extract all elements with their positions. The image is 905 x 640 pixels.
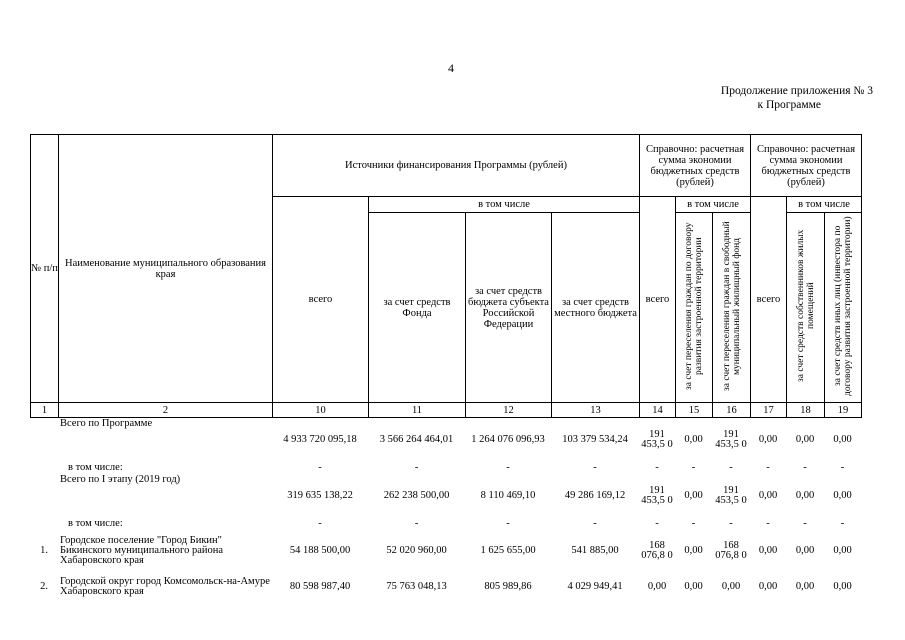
cell-c18: 0,00 [795,490,815,501]
cell-c16: 191 453,5 0 [715,429,747,450]
colnum-17: 17 [751,403,787,418]
cell-c12: 805 989,86 [484,581,532,592]
cell-c14: 168 076,8 0 [641,540,673,561]
cell-c14: 191 453,5 0 [641,429,673,450]
colnum-16: 16 [713,403,751,418]
cell-c17: 0,00 [758,545,778,556]
cell-num [30,517,58,531]
cell-c16: 191 453,5 0 [715,485,747,506]
header-subject-budget: за счет средств бюджета субъекта Российской Федерации [466,213,552,403]
header-reference-2: Справочно: расчетная сумма экономии бюджетных средств (рублей) [751,135,862,197]
header-total-14: всего [640,197,676,403]
cell-c12: 8 110 469,10 [480,490,536,501]
header-table [30,134,862,418]
cell-c11: 262 238 500,00 [383,490,450,501]
cell-num [30,461,58,475]
cell-c15: 0,00 [684,490,703,501]
cell-c12: 1 264 076 096,93 [471,434,545,445]
header-col16: за счет переселения граждан в свободный муниципальный жилищный фонд [721,221,742,391]
cell-c14: 191 453,5 0 [641,485,673,506]
table-row [30,531,861,571]
cell-c18: - [803,518,807,529]
header-col19: за счет средств иных лиц (инвестора по договору развития застроенной территории) [833,216,853,396]
cell-c18: 0,00 [795,581,815,592]
cell-c11: 52 020 960,00 [386,545,447,556]
header-total-17: всего [751,197,787,403]
cell-c16: 0,00 [721,581,741,592]
cell-c13: 49 286 169,12 [564,490,626,501]
cell-c19: 0,00 [833,581,852,592]
cell-c10: 54 188 500,00 [289,545,351,556]
cell-name: Всего по I этапу (2019 год) [60,474,181,485]
cell-name: в том числе: [68,518,123,529]
cell-c18: 0,00 [795,434,815,445]
cell-num [30,475,58,517]
table-row [30,571,861,603]
cell-c12: - [506,518,510,529]
header-fund: за счет средств Фонда [369,213,466,403]
data-rows [30,419,861,603]
continuation-line2: к Программе [757,99,821,111]
cell-c14: - [655,462,659,473]
cell-c16: 168 076,8 0 [715,540,747,561]
table-row [30,517,861,531]
cell-c19: 0,00 [833,490,852,501]
table-row [30,419,861,461]
cell-c14: - [655,518,659,529]
colnum-10: 10 [273,403,369,418]
table-row [30,475,861,517]
cell-c10: 80 598 987,40 [289,581,351,592]
cell-c11: - [414,518,419,529]
cell-name: в том числе: [68,462,123,473]
header-name: Наименование муниципального образования края [59,135,273,403]
cell-name: Городское поселение "Город Бикин" Бикинского муниципального района Хабаровского края [60,535,224,566]
cell-c17: 0,00 [758,490,778,501]
cell-c12: 1 625 655,00 [480,545,536,556]
cell-num: 2. [40,581,48,592]
cell-c18: 0,00 [795,545,815,556]
header-total: всего [273,197,369,403]
cell-c15: 0,00 [684,581,703,592]
cell-c17: 0,00 [758,434,778,445]
header-num: № п/п [31,135,59,403]
cell-c13: 4 029 949,41 [567,581,623,592]
cell-c19: 0,00 [833,434,852,445]
cell-name: Городской округ город Комсомольск-на-Амуре Хабаровского края [60,576,270,597]
cell-c11: 3 566 264 464,01 [379,434,454,445]
cell-c10: - [318,518,322,529]
cell-c15: - [691,462,696,473]
cell-c14: 0,00 [647,581,667,592]
cell-name: Всего по Программе [60,418,153,429]
cell-c10: 319 635 138,22 [287,490,353,501]
colnum-18: 18 [787,403,825,418]
cell-c17: 0,00 [758,581,778,592]
cell-c19: 0,00 [833,545,852,556]
cell-c15: - [691,518,696,529]
cell-c11: 75 763 048,13 [386,581,447,592]
cell-c16: - [729,518,733,529]
cell-num [30,419,58,461]
header-sources: Источники финансирования Программы (рублей) [273,135,640,197]
cell-c16: - [729,462,733,473]
header-local-budget: за счет средств местного бюджета [552,213,640,403]
cell-c17: - [766,462,770,473]
header-including: в том числе [369,197,640,213]
table-row [30,461,861,475]
cell-c13: 541 885,00 [571,545,619,556]
cell-c13: - [593,518,597,529]
page-number: 4 [448,61,454,75]
cell-c13: - [593,462,597,473]
header-col15: за счет переселения граждан по договору развития застроенной территории [684,222,704,390]
cell-c12: - [506,462,510,473]
colnum-13: 13 [552,403,640,418]
continuation-line1: Продолжение приложения № 3 [720,85,873,97]
colnum-12: 12 [466,403,552,418]
colnum-14: 14 [640,403,676,418]
continuation-note [640,84,873,112]
cell-c10: 4 933 720 095,18 [283,434,357,445]
cell-c13: 103 379 534,24 [562,434,628,445]
header-col18: за счет средств собственников жилых помещений [795,229,816,383]
cell-c19: - [840,462,845,473]
cell-c19: - [840,518,845,529]
colnum-15: 15 [676,403,713,418]
header-including-ref2: в том числе [787,197,862,213]
colnum-2: 2 [59,403,273,418]
header-reference-1: Справочно: расчетная сумма экономии бюджетных средств (рублей) [640,135,751,197]
colnum-11: 11 [369,403,466,418]
data-table [30,419,861,603]
cell-c11: - [414,462,419,473]
cell-c15: 0,00 [684,545,703,556]
cell-c17: - [766,518,770,529]
cell-c18: - [803,462,807,473]
cell-c10: - [318,462,322,473]
colnum-1: 1 [31,403,59,418]
cell-c15: 0,00 [684,434,703,445]
colnum-19: 19 [825,403,862,418]
header-including-ref1: в том числе [676,197,751,213]
cell-num: 1. [40,545,48,556]
